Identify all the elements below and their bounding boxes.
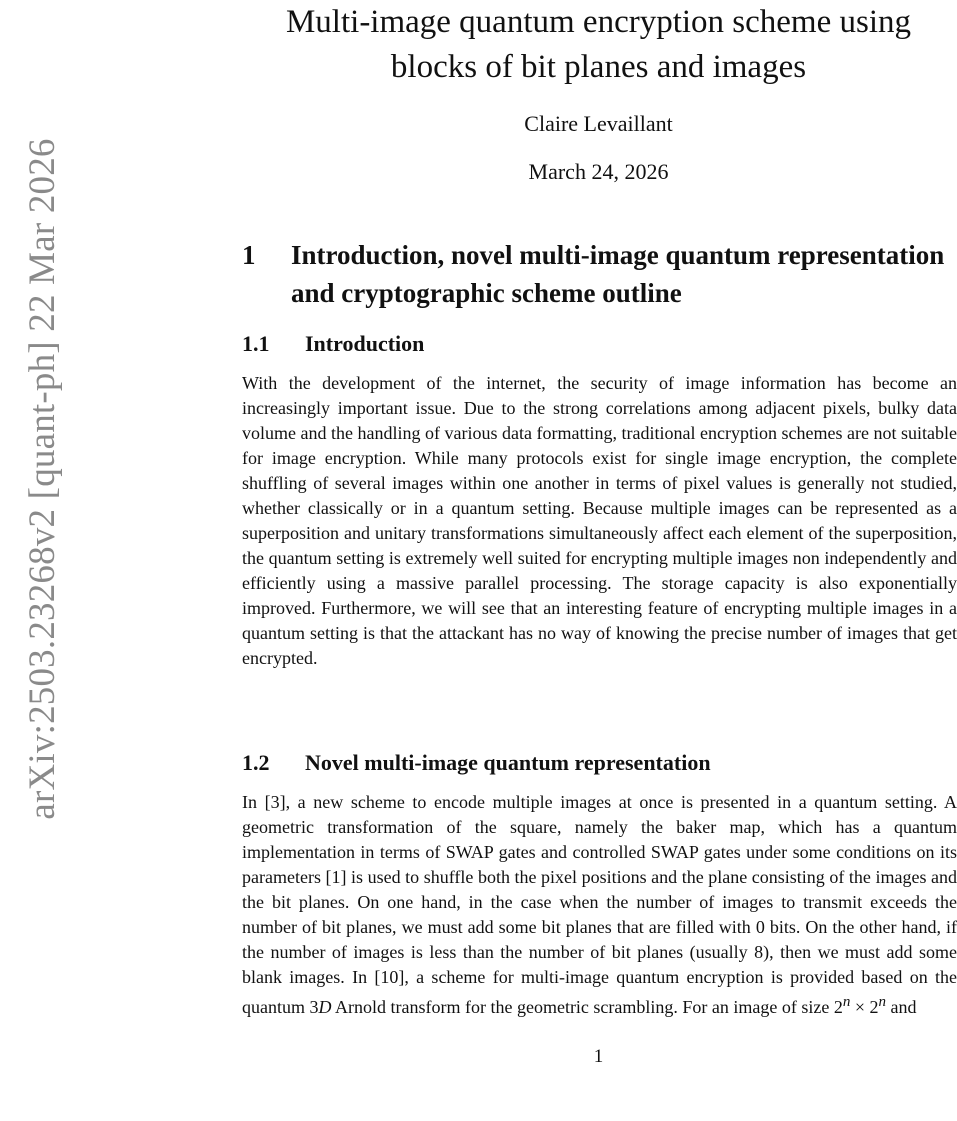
representation-paragraph [242,790,957,1020]
subsection-heading-1-1 [242,330,957,358]
paper-title: Multi-image quantum encryption scheme using blocks of bit planes and images [285,4,912,85]
subsection-number: 1.1 [242,331,270,356]
section-number: 1 [242,240,256,270]
math-operator: × [850,997,870,1017]
section-heading-1 [242,236,957,312]
paragraph-text: In [3], a new scheme to encode multiple images at once is presented in a quantum setting. A geometric transformation of the square, namely the baker map, which has a quantum implementation in terms of SWAP gates and controlled SWAP gates under some conditions on its parameters [1] is used to shuffle both the pixel positions and the plane consisting of the images and the bit planes. On one hand, in the case when the number of images to transmit exceeds the number of bit planes, we must add some bit planes that are filled with 0 bits. On the other hand, if the number of images is less than the number of bit planes (usually 8), then we must add some blank images. In [10], a scheme for multi-image quantum encryption is provided based on the quantum [242,792,957,1017]
math-base: 2 [869,997,879,1017]
paragraph-text: Arnold transform for the geometric scrambling. For an image of size [331,997,834,1017]
arxiv-identifier: arXiv:2503.23268v2 [quant-ph] 22 Mar 2026 [22,138,63,820]
subsection-title: Novel multi-image quantum representation [305,750,711,775]
subsection-heading-1-2 [242,749,957,777]
author-name: Claire Levaillant [524,111,673,136]
math-dimension: 3 [309,997,319,1017]
introduction-paragraph: With the development of the internet, the security of image information has become an increasingly important issue. Due to the strong correlations among adjacent pixels, bulky data volume and the handling of various data formatting, traditional encryption schemes are not suitable for image encryption. While many protocols exist for single image encryption, the complete shuffling of several images within one another in terms of pixel values is generally not studied, whether classically or in a quantum setting. Because multiple images can be represented as a superposition and unitary transformations simultaneously affect each element of the superposition, the quantum setting is extremely well suited for encrypting multiple images non independently and efficiently using a massive parallel processing. The storage capacity is also exponentially improved. Furthermore, we will see that an interesting feature of encrypting multiple images in a quantum setting is that the attackant has no way of knowing the precise number of images that get encrypted. [242,373,957,668]
page-number: 1 [593,1046,604,1067]
section-title: Introduction, novel multi-image quantum representation and cryptographic scheme outline [291,240,945,308]
math-base: 2 [833,997,843,1017]
math-exponent: n [878,994,887,1010]
subsection-title: Introduction [305,331,425,356]
math-exponent: n [842,994,851,1010]
math-variable: D [318,997,332,1017]
subsection-number: 1.2 [242,750,270,775]
paragraph-text: and [886,997,917,1017]
publication-date: March 24, 2026 [528,159,669,184]
